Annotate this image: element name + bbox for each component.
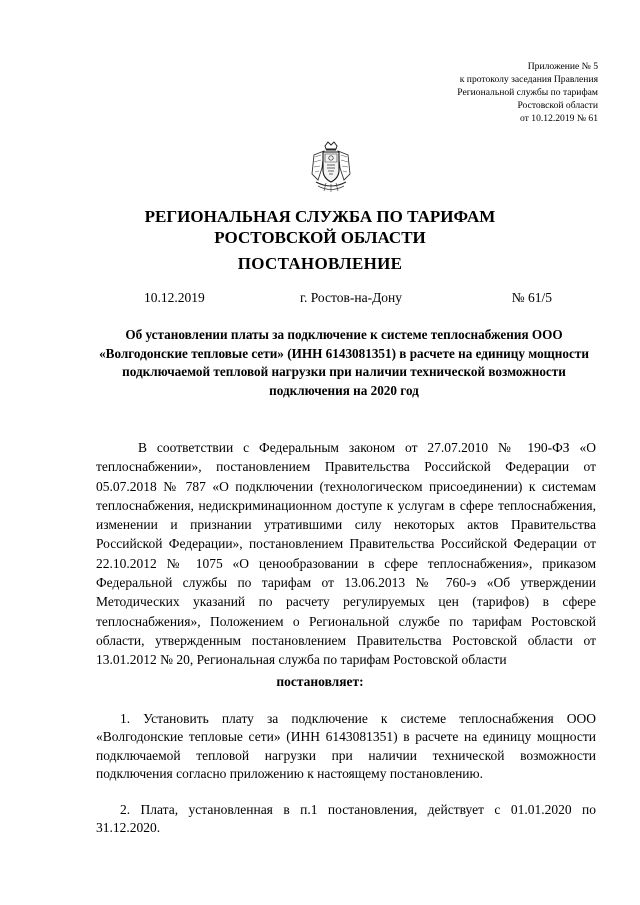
document-type: ПОСТАНОВЛЕНИЕ	[237, 254, 403, 273]
document-subject: Об установлении платы за подключение к системе теплоснабжения ООО «Волгодонские тепловые сети» (ИНН 6143081351) в расчете на единицу мощности подключаемой тепловой нагрузки при наличии технической возможности подключения на 2020 год	[99, 327, 589, 398]
document-meta	[144, 289, 552, 307]
coat-of-arms-icon	[306, 140, 356, 195]
resolution-item: 2. Плата, установленная в п.1 постановления, действует с 01.01.2020 по 31.12.2020.	[96, 802, 596, 836]
preamble-paragraph: В соответствии с Федеральным законом от 27.07.2010 № 190-ФЗ «О теплоснабжении», постановлением Правительства Российской Федерации от 05.07.2018 № 787 «О подключении (технологическом присоединении) к системам теплоснабжения, недискриминационном доступе к услугам в сфере теплоснабжения, изменении и признании утратившими силу некоторых актов Правительства Российской Федерации», постановлением Правительства Российской Федерации от 22.10.2012 № 1075 «О ценообразовании в сфере теплоснабжения», приказом Федеральной службы по тарифам от 13.06.2013 № 760-э «Об утверждении Методических указаний по расчету регулируемых цен (тарифов) в сфере теплоснабжения», Положением о Региональной службе по тарифам Ростовской области, утвержденным постановлением Правительства Ростовской области от 13.01.2012 № 20, Региональная служба по тарифам Ростовской области	[96, 440, 596, 668]
appendix-line: от 10.12.2019 № 61	[520, 113, 598, 124]
document-number: № 61/5	[511, 290, 552, 305]
organization-line: РЕГИОНАЛЬНАЯ СЛУЖБА ПО ТАРИФАМ	[144, 207, 496, 226]
appendix-line: Приложение № 5	[527, 61, 598, 72]
appendix-line: Региональной службы по тарифам	[457, 87, 598, 98]
document-city: г. Ростов-на-Дону	[300, 290, 403, 305]
appendix-note	[457, 60, 598, 125]
organization-name	[0, 206, 640, 248]
organization-line: РОСТОВСКОЙ ОБЛАСТИ	[214, 228, 426, 247]
appendix-line: к протоколу заседания Правления	[459, 74, 598, 85]
resolution-item: 1. Установить плату за подключение к системе теплоснабжения ООО «Волгодонские тепловые сети» (ИНН 6143081351) в расчете на единицу мощности подключаемой тепловой нагрузки при наличии технической возможности подключения согласно приложению к настоящему постановлению.	[96, 711, 596, 781]
appendix-line: Ростовской области	[517, 100, 598, 111]
document-date: 10.12.2019	[144, 290, 205, 305]
resolution-keyword: постановляет:	[276, 674, 364, 689]
